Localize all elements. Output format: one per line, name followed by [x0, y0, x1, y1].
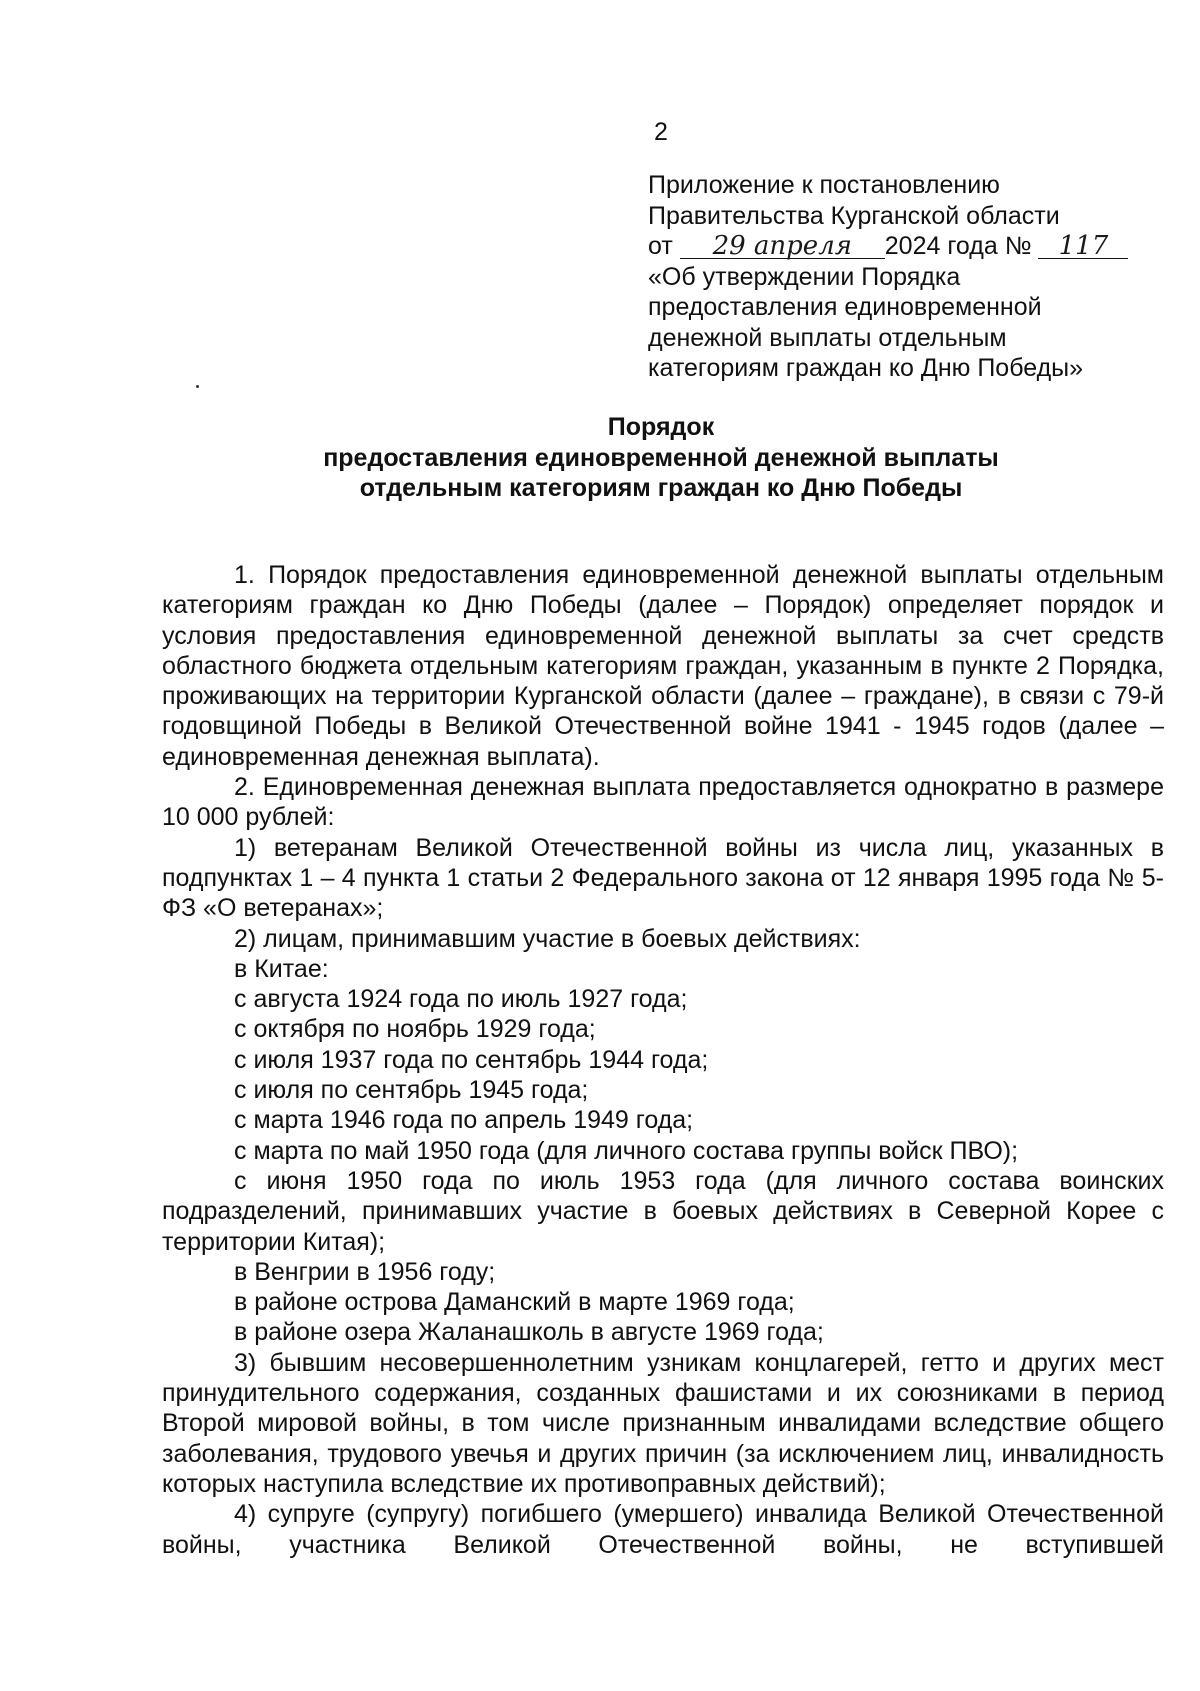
- list-line: с октября по ноябрь 1929 года;: [234, 1015, 596, 1044]
- list-paragraph: с июня 1950 года по июль 1953 года (для личного состава воинских подразделений, принимавших участие в боевых действиях в Северной Корее с территории Китая);: [162, 1166, 1164, 1256]
- document-title: [150, 412, 1172, 504]
- list-line: с августа 1924 года по июль 1927 года;: [234, 985, 688, 1014]
- paragraph-1: 1. Порядок предоставления единовременной денежной выплаты отдельным категориям граждан ко Дню Победы (далее – Порядок) определяет порядок и условия предоставления единовременной денежной выплаты за счет средств областного бюджета отдельным категориям граждан, указанным в пункте 2 Порядка, проживающих на территории Курганской области (далее – граждане), в связи с 79-й годовщиной Победы в Великой Отечественной войне 1941 - 1945 годов (далее – единовременная денежная выплата).: [162, 561, 1164, 771]
- title-line: предоставления единовременной денежной выплаты: [323, 443, 999, 472]
- appendix-line: Правительства Курганской области: [648, 201, 1060, 230]
- list-line: с июля по сентябрь 1945 года;: [234, 1076, 589, 1105]
- title-line: отдельным категориям граждан ко Дню Победы: [359, 474, 963, 502]
- page-number: 2: [654, 118, 668, 146]
- appendix-block: [648, 170, 1168, 384]
- subitem-3: 3) бывшим несовершеннолетним узникам концлагерей, гетто и других мест принудительного содержания, созданных фашистами и их союзниками в период Второй мировой войны, в том числе признанным инвалидами вследствие общего заболевания, трудового увечья и других причин (за исключением лиц, инвалидность которых наступила вследствие их противоправных действий);: [162, 1348, 1164, 1498]
- scan-speck: [196, 385, 199, 388]
- paragraph-2: 2. Единовременная денежная выплата предоставляется однократно в размере 10 000 рублей:: [162, 773, 1164, 832]
- title-line: Порядок: [607, 413, 715, 441]
- list-line: в районе озера Жаланашколь в августе 1969 года;: [234, 1318, 824, 1347]
- appendix-line: категориям граждан ко Дню Победы»: [648, 354, 1084, 382]
- document-body: [162, 560, 1164, 1560]
- subitem-4: 4) супруге (супругу) погибшего (умершего) инвалида Великой Отечественной войны, участника Великой Отечественной войны, не вступившей: [162, 1500, 1164, 1559]
- date-prefix: от: [648, 232, 673, 260]
- list-line: в Венгрии в 1956 году;: [234, 1257, 496, 1286]
- appendix-line: Приложение к постановлению: [648, 171, 1000, 199]
- list-line: с марта по май 1950 года (для личного состава группы войск ПВО);: [234, 1136, 1019, 1165]
- list-line: с июля 1937 года по сентябрь 1944 года;: [234, 1045, 709, 1074]
- appendix-line: денежной выплаты отдельным: [648, 323, 1007, 352]
- list-line: в Китае:: [234, 954, 329, 983]
- subitem-1: 1) ветеранам Великой Отечественной войны из числа лиц, указанных в подпунктах 1 – 4 пункта 1 статьи 2 Федерального закона от 12 января 1995 года № 5-ФЗ «О ветеранах»;: [162, 833, 1164, 923]
- handwritten-date: 29 апреля: [680, 234, 885, 259]
- list-line: в районе острова Даманский в марте 1969 года;: [234, 1288, 795, 1317]
- subitem-2: 2) лицам, принимавшим участие в боевых действиях:: [234, 924, 861, 953]
- handwritten-number: 117: [1038, 234, 1128, 259]
- year-text: 2024 года №: [884, 232, 1032, 260]
- list-line: с марта 1946 года по апрель 1949 года;: [234, 1106, 694, 1135]
- appendix-line: «Об утверждении Порядка: [648, 262, 961, 291]
- appendix-date-line: [648, 231, 1168, 262]
- appendix-line: предоставления единовременной: [648, 293, 1042, 321]
